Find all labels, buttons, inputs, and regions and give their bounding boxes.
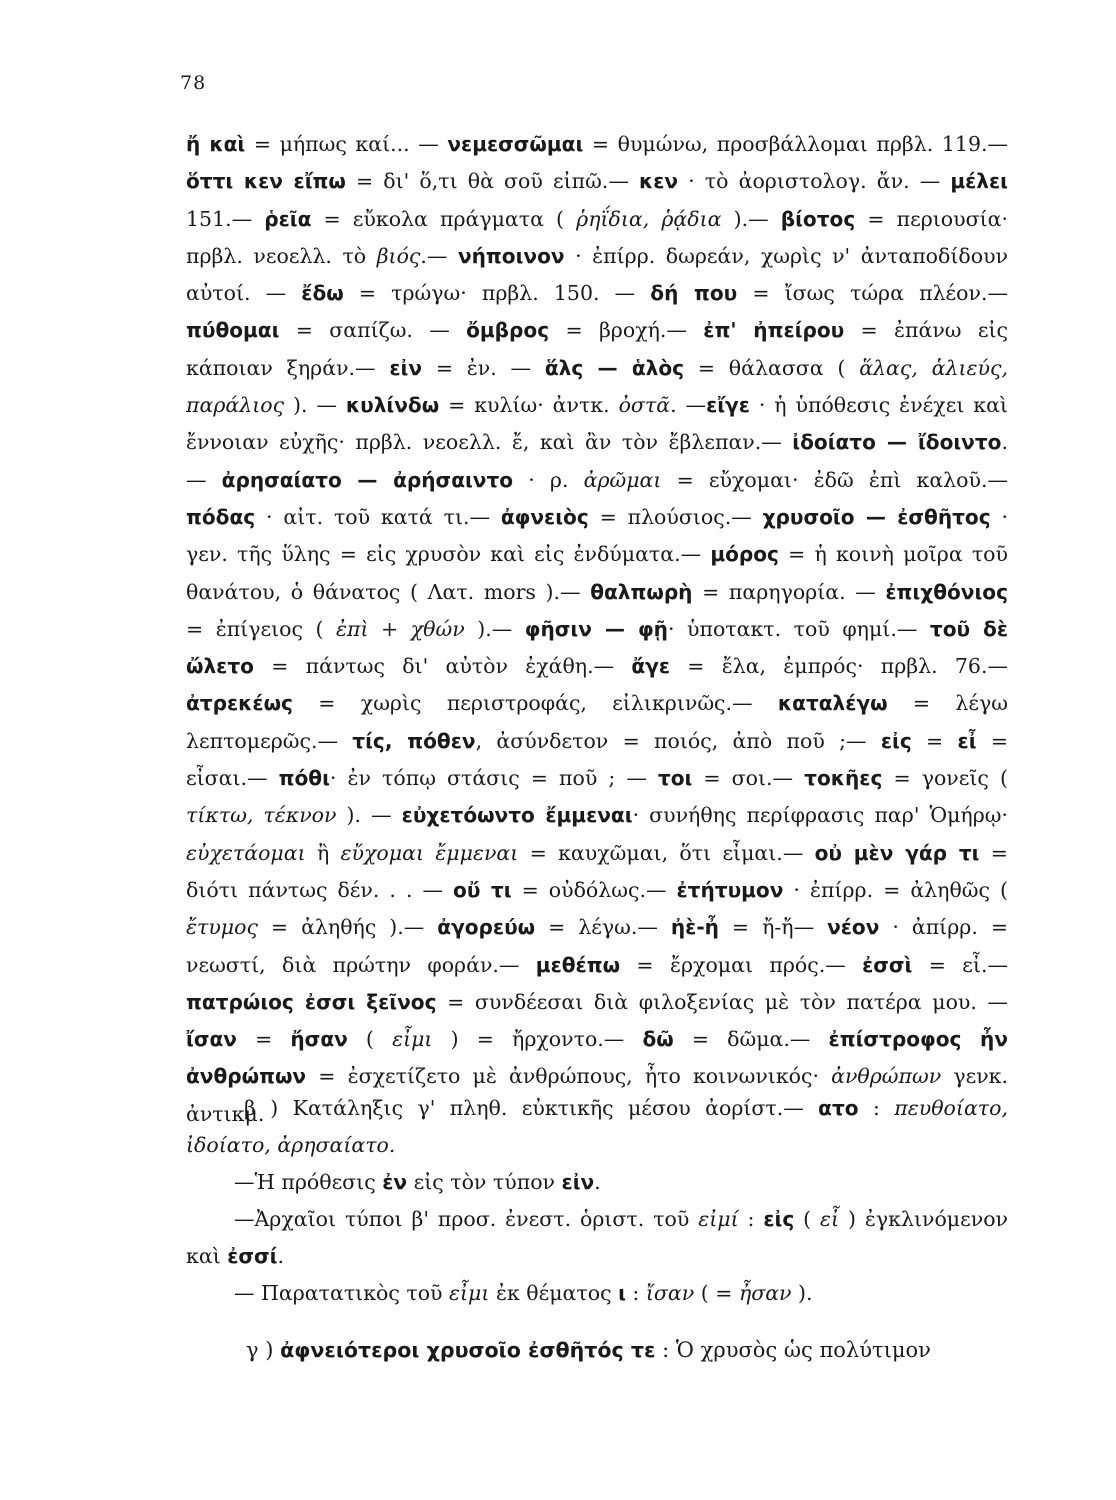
gloss-text: . — [594, 1170, 601, 1194]
headword: πύθομαι — [186, 318, 280, 343]
gloss-text: = ἴσως τώρα πλέον.— — [737, 281, 1008, 306]
gloss-text: · γεν. τῆς ὕλης = εἰς χρυσὸν καὶ εἰς ἐνδύματα.— — [186, 504, 1008, 567]
gloss-text: = χωρὶς περιστροφάς, εἰλικρινῶς.— — [292, 691, 778, 716]
headword: πατρώιος ἐσσι ξεῖνος — [186, 989, 437, 1014]
headword: εἰς — [880, 728, 912, 753]
gloss-text: = θυμώνω, προσβάλλομαι πρβλ. 119.— — [583, 132, 1008, 156]
headword: τοῦ δὲ ὤλετο — [186, 616, 1009, 679]
gloss-text: · ἐπίρρ. = ἀληθῶς ( — [783, 877, 1009, 902]
gloss-text: ). — [791, 1281, 813, 1305]
headword: μεθέπω — [535, 952, 621, 977]
gloss-text: · ἡ ὑπόθεσις ἐνέχει καὶ ἔννοιαν εὐχῆς· πρβλ. νεοελλ. ἔ, καὶ ἂν τὸν ἔβλεπαν.— — [186, 393, 1008, 455]
headword: βίοτος — [780, 206, 856, 231]
gloss-text: —Ἀρχαῖοι τύποι β' προσ. ἐνεστ. ὁριστ. τοῦ — [234, 1207, 699, 1231]
gloss-text: = γονεῖς ( — [882, 766, 1008, 791]
headword: ὄμβρος — [466, 318, 550, 343]
headword: ἤ καὶ — [186, 132, 246, 156]
headword: νήποινον — [457, 243, 565, 268]
gloss-text: = μήπως καί... — — [245, 132, 448, 156]
gloss-text: .— — [420, 243, 458, 268]
gloss-text: : — [858, 1096, 895, 1120]
headword: δή που — [650, 281, 738, 306]
italic-term: ἀρῶμαι — [583, 467, 662, 492]
headword: οὐ μὲν γάρ τι — [814, 840, 980, 865]
headword: ι — [618, 1281, 626, 1305]
headword: εἰς — [763, 1207, 795, 1231]
gloss-text: β ) Κατάληξις γ' πληθ. εὐκτικῆς μέσου ἀορίστ.— — [244, 1096, 819, 1120]
headword: ἄγε — [631, 654, 671, 679]
headword: κυλίνδω — [345, 393, 440, 418]
gloss-text: = εἶσαι.— — [186, 728, 1009, 791]
headword: ὅττι κεν εἴπω — [186, 169, 346, 194]
glossary-paragraph — [186, 126, 1008, 1133]
gloss-text: : Ὁ χρυσὸς ὡς πολύτιμον — [655, 1338, 931, 1362]
gloss-text: · ἀπίρρ. = νεωστί, διὰ πρώτην φοράν.— — [186, 915, 1008, 977]
headword: ἐπ' ἠπείρου — [703, 318, 845, 343]
gloss-text: = τρώγω· πρβλ. 150. — — [343, 281, 651, 306]
gloss-text: · ρ. — [513, 467, 584, 492]
gloss-text: —Ἡ πρόθεσις — [234, 1170, 383, 1194]
gloss-text: ) ἐγκλινόμενον καὶ — [186, 1207, 1008, 1268]
italic-term: ῥηΐδια, ῥᾴδια — [576, 206, 722, 231]
gloss-text: = ἡ κοινὴ μοῖρα τοῦ θανάτου, ὁ θάνατος ( Λατ. mors ).— — [186, 542, 1008, 604]
gloss-text: γενκ. ἀντικμ. — [186, 1064, 1008, 1126]
headword: ἴσαν — [186, 1027, 237, 1052]
headword: ἀτρεκέως — [186, 691, 293, 716]
headword: ἀρησαίατο — ἀρήσαιντο — [221, 467, 514, 492]
gloss-text: = σαπίζω. — — [279, 318, 467, 343]
headword: τοκῆες — [804, 766, 883, 791]
italic-term: ἴσαν — [645, 1281, 695, 1305]
headword: ἔδω — [301, 281, 344, 306]
headword: εἰν — [561, 1170, 595, 1194]
headword: πόδας — [186, 504, 256, 529]
note-line — [186, 1164, 1008, 1201]
gloss-text: ). — — [284, 393, 346, 418]
gloss-text: = — [236, 1027, 291, 1052]
gloss-text: = καυχῶμαι, ὅτι εἶμαι.— — [518, 840, 815, 865]
italic-term: ἅλας, ἁλιεύς, παράλιος — [186, 355, 1009, 418]
gloss-text: ( — [347, 1027, 393, 1052]
headword: νεμεσσῶμαι — [447, 132, 584, 156]
headword: ῥεῖα — [264, 206, 312, 231]
gloss-text: εἰς τὸν τύπον — [407, 1170, 562, 1194]
gloss-text: = εἶ.— — [912, 952, 1008, 977]
gloss-text: ) = ἤρχοντο.— — [432, 1027, 643, 1052]
gloss-text: = ἐν. — — [422, 355, 545, 380]
gloss-text: = δῶμα.— — [673, 1027, 829, 1052]
headword: ἐσσὶ — [862, 952, 913, 977]
gloss-text: = εὔκολα πράγματα ( — [311, 206, 577, 231]
gloss-text: · αἰτ. τοῦ κατά τι.— — [255, 504, 501, 529]
note-line — [186, 1090, 1008, 1164]
headword: ἰδοίατο — ἴδοιντο — [792, 430, 1002, 455]
headword: ἀφνειότεροι χρυσοῖο ἐσθῆτός τε — [280, 1338, 656, 1362]
gloss-text: γ ) — [246, 1338, 281, 1362]
italic-term: ὀστᾶ — [618, 393, 671, 418]
italic-term: εὔχομαι ἔμμεναι — [340, 840, 519, 865]
headword: χρυσοῖο — ἐσθῆτος — [762, 504, 991, 529]
gloss-text: ( = — [694, 1281, 739, 1305]
gloss-text: · ὑποτακτ. τοῦ φημί.— — [667, 616, 930, 641]
gloss-text: . — — [670, 393, 707, 418]
headword: εἶ — [957, 728, 977, 753]
gloss-text: = λέγω.— — [535, 915, 671, 940]
italic-term: εἶμι — [449, 1281, 490, 1305]
gloss-text: = πλούσιος.— — [588, 504, 763, 529]
gloss-text: = δι' ὅ,τι θὰ σοῦ εἰπῶ.— — [345, 169, 639, 194]
page-number: 78 — [180, 72, 207, 94]
headword: ἐτήτυμον — [676, 877, 784, 902]
note-line — [186, 1275, 1008, 1312]
gloss-text: = ἔρχομαι πρός.— — [620, 952, 863, 977]
headword: ἐσσί — [227, 1244, 278, 1268]
italic-term: τίκτω, τέκνον — [186, 803, 337, 828]
gloss-text: = βροχή.— — [549, 318, 704, 343]
headword: μόρος — [710, 542, 779, 567]
note-line — [186, 1201, 1008, 1275]
gloss-text: · τὸ ἀοριστολογ. ἄν. — — [678, 169, 951, 194]
gloss-text: ἢ — [305, 840, 341, 865]
gloss-text: = ἤ-ἤ— — [718, 915, 828, 940]
gloss-text: ).— — [464, 616, 525, 641]
headword: εἰν — [389, 355, 423, 380]
headword: δῶ — [642, 1027, 674, 1052]
gloss-text: : — [625, 1281, 646, 1305]
headword: τίς, πόθεν — [352, 728, 476, 753]
gloss-text: · συνήθης περίφρασις παρ' Ὁμήρῳ· — [632, 803, 1009, 828]
headword: ἐπιχθόνιος — [885, 579, 1008, 604]
italic-term: εἶ — [820, 1207, 840, 1231]
italic-term: ἦσαν — [738, 1281, 792, 1305]
gloss-text: = ἐπίγειος ( — [186, 616, 336, 641]
gloss-text: = περιουσία· πρβλ. νεοελλ. τὸ — [186, 206, 1008, 268]
grammar-notes — [186, 1090, 1008, 1312]
gloss-text: . — — [186, 430, 1008, 492]
italic-term: εὐχετάομαι — [186, 840, 306, 865]
gloss-text: = θάλασσα ( — [684, 355, 860, 380]
headword: πόθι — [278, 766, 330, 791]
gloss-text: · ἐν τόπῳ στάσις = ποῦ ; — — [329, 766, 658, 791]
gloss-text: · ἐπίρρ. δωρεάν, χωρὶς ν' ἀνταποδίδουν αὐτοί. — — [186, 243, 1008, 306]
headword: τοι — [657, 766, 693, 791]
italic-term: εἰμί — [698, 1207, 739, 1231]
gloss-text: 151.— — [186, 206, 265, 231]
headword: ἀφνειὸς — [500, 504, 589, 529]
italic-term: πευθοίατο, ἰδοίατο, ἀρησαίατο. — [186, 1096, 1008, 1157]
gloss-text: = διότι πάντως δέν. . . — — [186, 840, 1008, 902]
headword: οὔ τι — [453, 877, 512, 902]
gloss-text: . — [277, 1244, 285, 1268]
gloss-text: ( — [794, 1207, 821, 1231]
headword: καταλέγω — [777, 691, 888, 716]
headword: ἤσαν — [290, 1027, 348, 1052]
headword: ἠὲ-ἦ — [670, 915, 719, 940]
gloss-text: = ἀληθής ).— — [257, 915, 438, 940]
italic-term: ἔτυμος — [186, 915, 258, 940]
gloss-text: = λέγω λεπτομερῶς.— — [186, 691, 1009, 753]
headword: ἅλς — ἁλὸς — [544, 355, 685, 380]
gloss-text: = ἔλα, ἐμπρός· πρβλ. 76.— — [670, 654, 1008, 679]
gloss-text: = ἐσχετίζετο μὲ ἀνθρώπους, ἦτο κοινωνικός· — [306, 1064, 832, 1089]
headword: ἐπίστροφος ἦν ἀνθρώπων — [186, 1027, 1008, 1089]
closing-paragraph — [246, 1338, 1026, 1362]
gloss-text: = σοι.— — [692, 766, 805, 791]
headword: ἐν — [382, 1170, 408, 1194]
italic-term: ἀνθρώπων — [831, 1064, 942, 1089]
gloss-text: : — [738, 1207, 764, 1231]
gloss-text: = πάντως δι' αὐτὸν ἐχάθη.— — [253, 654, 632, 679]
headword: μέλει — [950, 169, 1008, 194]
headword: νέον — [827, 915, 880, 940]
gloss-text: , ἀσύνδετον = ποιός, ἀπὸ ποῦ ;— — [475, 728, 881, 753]
gloss-text: = κυλίω· ἀντκ. — [439, 393, 619, 418]
gloss-text: = — [911, 728, 958, 753]
gloss-text: = ἐπάνω εἰς κάποιαν ξηράν.— — [186, 318, 1008, 380]
headword: εὐχετόωντο ἔμμεναι — [401, 803, 633, 828]
headword: ατο — [818, 1096, 859, 1120]
gloss-text: = εὔχομαι· ἐδῶ ἐπὶ καλοῦ.— — [661, 467, 1008, 492]
headword: θαλπωρὴ — [590, 579, 693, 604]
gloss-text: = συνδέεσαι διὰ φιλοξενίας μὲ τὸν πατέρα μου. — — [436, 989, 1009, 1014]
headword: φῆσιν — φῇ — [524, 616, 668, 641]
italic-term: βιός — [376, 243, 421, 268]
gloss-text: ἐκ θέματος — [489, 1281, 619, 1305]
italic-term: ἐπὶ + χθών — [336, 616, 465, 641]
gloss-text: ). — — [336, 803, 402, 828]
gloss-text: — Παρατατικὸς τοῦ — [234, 1281, 450, 1305]
gloss-text: = παρηγορία. — — [692, 579, 886, 604]
headword: κεν — [638, 169, 679, 194]
italic-term: εἶμι — [392, 1027, 433, 1052]
headword: εἴγε — [706, 393, 750, 418]
gloss-text: ).— — [721, 206, 781, 231]
headword: ἀγορεύω — [437, 915, 536, 940]
gloss-text: = οὐδόλως.— — [511, 877, 677, 902]
